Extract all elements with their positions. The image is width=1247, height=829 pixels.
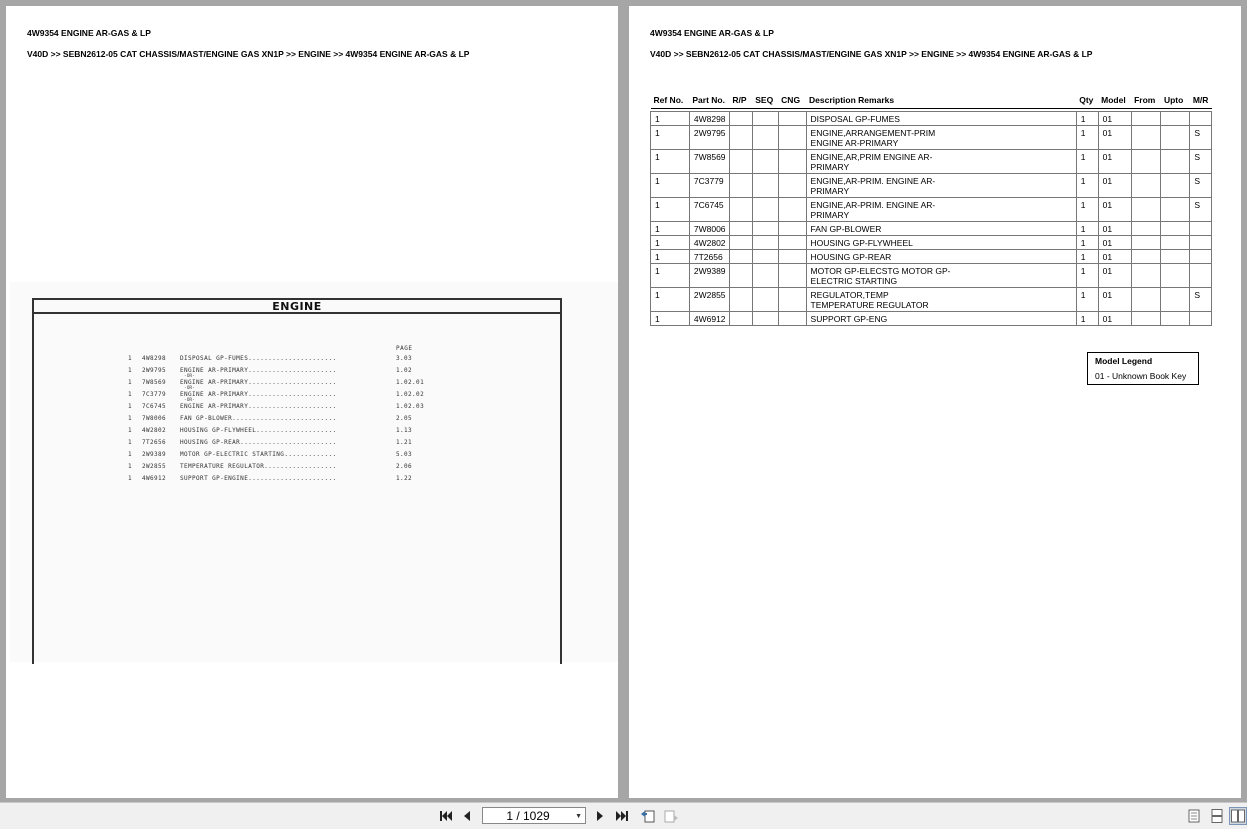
scan-desc: MOTOR GP-ELECTRIC STARTING............. — [180, 451, 337, 458]
cell-part: 7C6745 — [689, 198, 729, 222]
cell-part: 7C3779 — [689, 174, 729, 198]
table-row — [651, 236, 1212, 250]
cell-desc — [806, 312, 1076, 326]
cell-mr: S — [1190, 198, 1212, 222]
column-header: Ref No. — [651, 92, 690, 109]
cell-ref: 1 — [651, 264, 690, 288]
cell-part: 7W8006 — [689, 222, 729, 236]
scan-line — [128, 439, 448, 447]
cell-seq — [752, 250, 778, 264]
page-indicator: 1 / 1029 — [506, 809, 550, 823]
cell-from — [1131, 264, 1161, 288]
column-header: Model — [1098, 92, 1131, 109]
cell-ref: 1 — [651, 288, 690, 312]
cell-desc — [806, 222, 1076, 236]
scan-ref: 1 — [128, 379, 133, 386]
scan-line — [128, 475, 448, 483]
model-legend — [1087, 352, 1199, 385]
cell-desc — [806, 150, 1076, 174]
legend-entry: 01 - Unknown Book Key — [1095, 371, 1187, 381]
scan-pg: 2.06 — [396, 463, 413, 470]
scan-line — [128, 415, 448, 423]
cell-qty: 1 — [1076, 150, 1098, 174]
cell-model: 01 — [1098, 198, 1131, 222]
scan-desc: HOUSING GP-FLYWHEEL.................... — [180, 427, 337, 434]
column-header: Qty — [1076, 92, 1098, 109]
scan-pn: 2W9795 — [142, 367, 167, 374]
cell-desc — [806, 250, 1076, 264]
cell-from — [1131, 198, 1161, 222]
cell-desc — [806, 198, 1076, 222]
cell-rp — [729, 112, 752, 126]
remarks-line: PRIMARY — [810, 186, 850, 196]
cell-qty: 1 — [1076, 250, 1098, 264]
left-page — [6, 6, 618, 798]
cell-desc — [806, 174, 1076, 198]
cell-rp — [729, 264, 752, 288]
cell-mr: S — [1190, 174, 1212, 198]
cell-cng — [778, 236, 806, 250]
scan-ref: 1 — [128, 355, 133, 362]
cell-seq — [752, 288, 778, 312]
cell-model: 01 — [1098, 236, 1131, 250]
description-line: SUPPORT GP-ENG — [810, 314, 888, 324]
cell-cng — [778, 288, 806, 312]
scan-page-label: PAGE — [396, 345, 413, 352]
cell-model: 01 — [1098, 264, 1131, 288]
scan-line — [128, 355, 448, 363]
cell-ref: 1 — [651, 112, 690, 126]
remarks-line: PRIMARY — [810, 210, 850, 220]
cell-upto — [1161, 236, 1190, 250]
cell-upto — [1161, 250, 1190, 264]
cell-qty: 1 — [1076, 236, 1098, 250]
scan-or-marker: -OR- — [184, 386, 195, 391]
cell-cng — [778, 250, 806, 264]
scan-line — [128, 391, 448, 399]
table-body — [651, 109, 1212, 326]
cell-desc — [806, 126, 1076, 150]
scan-pn: 7W8006 — [142, 415, 167, 422]
single-page-view-icon[interactable] — [1185, 807, 1203, 825]
description-line: ENGINE,AR,PRIM ENGINE AR- — [810, 152, 933, 162]
cell-part: 2W9795 — [689, 126, 729, 150]
legend-title: Model Legend — [1095, 356, 1153, 366]
cell-seq — [752, 150, 778, 174]
go-forward-icon[interactable] — [662, 807, 680, 825]
column-header: Part No. — [689, 92, 729, 109]
scan-line — [128, 367, 448, 375]
table-row — [651, 112, 1212, 126]
column-header: M/R — [1190, 92, 1212, 109]
scan-heading: ENGINE — [34, 300, 560, 314]
page-title: 4W9354 ENGINE AR-GAS & LP — [650, 28, 774, 38]
cell-qty: 1 — [1076, 312, 1098, 326]
cell-cng — [778, 198, 806, 222]
cell-from — [1131, 174, 1161, 198]
cell-upto — [1161, 126, 1190, 150]
cell-rp — [729, 150, 752, 174]
scan-ref: 1 — [128, 439, 133, 446]
description-line: MOTOR GP-ELECSTG MOTOR GP- — [810, 266, 951, 276]
scan-pg: 2.05 — [396, 415, 413, 422]
cell-mr: S — [1190, 288, 1212, 312]
table-row — [651, 250, 1212, 264]
cell-cng — [778, 174, 806, 198]
cell-cng — [778, 112, 806, 126]
scan-line — [128, 427, 448, 435]
cell-qty: 1 — [1076, 198, 1098, 222]
scan-ref: 1 — [128, 403, 133, 410]
column-header: From — [1131, 92, 1161, 109]
scan-or-marker: -OR- — [184, 374, 195, 379]
cell-part: 2W9389 — [689, 264, 729, 288]
cell-rp — [729, 174, 752, 198]
cell-rp — [729, 250, 752, 264]
description-line: FAN GP-BLOWER — [810, 224, 882, 234]
cell-part: 4W8298 — [689, 112, 729, 126]
scan-desc: ENGINE AR-PRIMARY...................... — [180, 391, 337, 398]
cell-mr — [1190, 222, 1212, 236]
cell-desc — [806, 288, 1076, 312]
column-header: R/P — [729, 92, 752, 109]
cell-part: 2W2855 — [689, 288, 729, 312]
scan-desc: FAN GP-BLOWER.......................... — [180, 415, 337, 422]
cell-seq — [752, 112, 778, 126]
cell-seq — [752, 126, 778, 150]
cell-from — [1131, 288, 1161, 312]
cell-qty: 1 — [1076, 288, 1098, 312]
scan-pn: 2W2855 — [142, 463, 167, 470]
scan-desc: DISPOSAL GP-FUMES...................... — [180, 355, 337, 362]
cell-upto — [1161, 312, 1190, 326]
cell-rp — [729, 198, 752, 222]
right-page — [629, 6, 1241, 798]
scan-ref: 1 — [128, 451, 133, 458]
page-title: 4W9354 ENGINE AR-GAS & LP — [27, 28, 151, 38]
cell-model: 01 — [1098, 312, 1131, 326]
scan-pg: 5.03 — [396, 451, 413, 458]
scan-pg: 1.02.01 — [396, 379, 425, 386]
cell-cng — [778, 150, 806, 174]
cell-upto — [1161, 198, 1190, 222]
table-row — [651, 264, 1212, 288]
two-page-view-icon[interactable] — [1229, 807, 1247, 825]
cell-mr — [1190, 250, 1212, 264]
cell-upto — [1161, 174, 1190, 198]
cell-seq — [752, 312, 778, 326]
scan-desc: TEMPERATURE REGULATOR.................. — [180, 463, 337, 470]
scan-desc: ENGINE AR-PRIMARY...................... — [180, 379, 337, 386]
table-header-row — [651, 92, 1212, 109]
scan-pg: 1.02.02 — [396, 391, 425, 398]
description-line: HOUSING GP-REAR — [810, 252, 892, 262]
scan-ref: 1 — [128, 391, 133, 398]
cell-model: 01 — [1098, 288, 1131, 312]
cell-upto — [1161, 288, 1190, 312]
cell-seq — [752, 174, 778, 198]
scan-line — [128, 379, 448, 387]
scan-desc: HOUSING GP-REAR........................ — [180, 439, 337, 446]
first-page-icon[interactable] — [437, 807, 455, 825]
scan-ref: 1 — [128, 367, 133, 374]
cell-upto — [1161, 112, 1190, 126]
cell-upto — [1161, 222, 1190, 236]
cell-from — [1131, 126, 1161, 150]
table-row — [651, 198, 1212, 222]
remarks-line: ELECTRIC STARTING — [810, 276, 898, 286]
cell-model: 01 — [1098, 174, 1131, 198]
cell-upto — [1161, 150, 1190, 174]
scan-pn: 4W6912 — [142, 475, 167, 482]
description-line: HOUSING GP-FLYWHEEL — [810, 238, 913, 248]
cell-qty: 1 — [1076, 112, 1098, 126]
cell-qty: 1 — [1076, 222, 1098, 236]
cell-from — [1131, 236, 1161, 250]
scan-pg: 1.21 — [396, 439, 413, 446]
scan-pn: 2W9389 — [142, 451, 167, 458]
cell-model: 01 — [1098, 250, 1131, 264]
prev-page-icon[interactable] — [458, 807, 476, 825]
cell-rp — [729, 288, 752, 312]
scan-line — [128, 463, 448, 471]
remarks-line: ENGINE AR-PRIMARY — [810, 138, 899, 148]
cell-seq — [752, 264, 778, 288]
column-header: Upto — [1161, 92, 1190, 109]
scan-line — [128, 451, 448, 459]
cell-rp — [729, 222, 752, 236]
breadcrumb: V40D >> SEBN2612-05 CAT CHASSIS/MAST/ENGINE GAS XN1P >> ENGINE >> 4W9354 ENGINE AR-GAS & LP — [27, 49, 470, 59]
scan-pn: 7C6745 — [142, 403, 167, 410]
cell-from — [1131, 112, 1161, 126]
scan-ref: 1 — [128, 427, 133, 434]
scan-line — [128, 403, 448, 411]
cell-upto — [1161, 264, 1190, 288]
description-line: ENGINE,ARRANGEMENT-PRIM — [810, 128, 936, 138]
cell-ref: 1 — [651, 312, 690, 326]
description-line: REGULATOR,TEMP — [810, 290, 889, 300]
cell-qty: 1 — [1076, 126, 1098, 150]
cell-model: 01 — [1098, 222, 1131, 236]
cell-ref: 1 — [651, 222, 690, 236]
cell-mr — [1190, 112, 1212, 126]
viewer-toolbar — [0, 802, 1247, 829]
cell-cng — [778, 312, 806, 326]
cell-model: 01 — [1098, 150, 1131, 174]
breadcrumb: V40D >> SEBN2612-05 CAT CHASSIS/MAST/ENGINE GAS XN1P >> ENGINE >> 4W9354 ENGINE AR-GAS & LP — [650, 49, 1093, 59]
cell-mr — [1190, 264, 1212, 288]
column-header: CNG — [778, 92, 806, 109]
cell-mr: S — [1190, 150, 1212, 174]
table-row — [651, 222, 1212, 236]
description-line: DISPOSAL GP-FUMES — [810, 114, 900, 124]
page-number-input[interactable] — [482, 807, 586, 824]
cell-seq — [752, 222, 778, 236]
cell-cng — [778, 222, 806, 236]
cell-from — [1131, 312, 1161, 326]
cell-desc — [806, 112, 1076, 126]
continuous-view-icon[interactable] — [1208, 807, 1226, 825]
scan-pg: 3.03 — [396, 355, 413, 362]
cell-ref: 1 — [651, 198, 690, 222]
scan-pn: 4W2802 — [142, 427, 167, 434]
cell-cng — [778, 264, 806, 288]
cell-desc — [806, 264, 1076, 288]
cell-desc — [806, 236, 1076, 250]
table-row — [651, 288, 1212, 312]
parts-table — [650, 92, 1212, 326]
scan-ref: 1 — [128, 415, 133, 422]
cell-qty: 1 — [1076, 174, 1098, 198]
cell-part: 4W2802 — [689, 236, 729, 250]
cell-rp — [729, 236, 752, 250]
scan-pg: 1.22 — [396, 475, 413, 482]
cell-model: 01 — [1098, 112, 1131, 126]
description-line: ENGINE,AR-PRIM. ENGINE AR- — [810, 200, 936, 210]
cell-ref: 1 — [651, 174, 690, 198]
table-row — [651, 174, 1212, 198]
cell-part: 4W6912 — [689, 312, 729, 326]
cell-mr — [1190, 312, 1212, 326]
cell-mr: S — [1190, 126, 1212, 150]
cell-part: 7T2656 — [689, 250, 729, 264]
cell-rp — [729, 126, 752, 150]
description-line: ENGINE,AR-PRIM. ENGINE AR- — [810, 176, 936, 186]
scan-frame — [32, 298, 562, 664]
table-row — [651, 126, 1212, 150]
cell-ref: 1 — [651, 150, 690, 174]
scan-pg: 1.02 — [396, 367, 413, 374]
cell-model: 01 — [1098, 126, 1131, 150]
chevron-down-icon[interactable]: ▼ — [575, 813, 582, 820]
last-page-icon[interactable] — [613, 807, 631, 825]
remarks-line: TEMPERATURE REGULATOR — [810, 300, 929, 310]
cell-from — [1131, 150, 1161, 174]
scan-pg: 1.13 — [396, 427, 413, 434]
cell-qty: 1 — [1076, 264, 1098, 288]
cell-cng — [778, 126, 806, 150]
scan-ref: 1 — [128, 475, 133, 482]
cell-ref: 1 — [651, 236, 690, 250]
cell-from — [1131, 222, 1161, 236]
scan-or-marker: -OR- — [184, 398, 195, 403]
cell-from — [1131, 250, 1161, 264]
cell-ref: 1 — [651, 250, 690, 264]
scan-pn: 7W8569 — [142, 379, 167, 386]
cell-seq — [752, 198, 778, 222]
cell-seq — [752, 236, 778, 250]
scan-pg: 1.02.03 — [396, 403, 425, 410]
scan-desc: ENGINE AR-PRIMARY...................... — [180, 403, 337, 410]
cell-rp — [729, 312, 752, 326]
cell-mr — [1190, 236, 1212, 250]
column-header: Description Remarks — [806, 92, 1076, 109]
go-back-icon[interactable] — [639, 807, 657, 825]
next-page-icon[interactable] — [591, 807, 609, 825]
table-row — [651, 150, 1212, 174]
scan-pn: 7C3779 — [142, 391, 167, 398]
scan-desc: SUPPORT GP-ENGINE...................... — [180, 475, 337, 482]
table-row — [651, 312, 1212, 326]
scan-pn: 4W8298 — [142, 355, 167, 362]
scan-ref: 1 — [128, 463, 133, 470]
scan-pn: 7T2656 — [142, 439, 167, 446]
scanned-parts-sheet — [10, 282, 618, 662]
cell-ref: 1 — [651, 126, 690, 150]
scan-desc: ENGINE AR-PRIMARY...................... — [180, 367, 337, 374]
remarks-line: PRIMARY — [810, 162, 850, 172]
column-header: SEQ — [752, 92, 778, 109]
cell-part: 7W8569 — [689, 150, 729, 174]
